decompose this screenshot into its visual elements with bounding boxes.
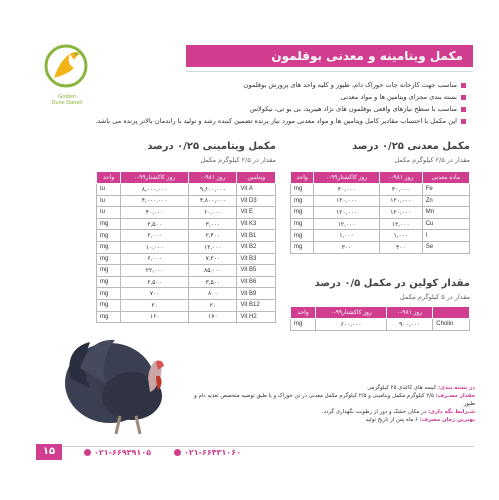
table-row: mg ۱۲۰,۰۰۰ ۱۲۰,۰۰۰ Mn bbox=[291, 207, 470, 219]
table-row: mg ۱۶۰ ۱۷۰ Vit H2 bbox=[97, 311, 276, 323]
title-divider bbox=[186, 71, 473, 72]
vitamin-table bbox=[96, 171, 276, 323]
table-row: Iu ۴۰,۰۰۰ ۶۰,۰۰۰ Vit E bbox=[97, 207, 276, 219]
note-best-use: بهترین زمان مصرف: ۶ ماه پس از تاریخ تولید bbox=[365, 417, 475, 423]
product-notes bbox=[185, 384, 475, 424]
table-row: mg ۱۲,۰۰۰ ۱۲,۰۰۰ Cu bbox=[291, 218, 470, 230]
table-row: mg ۶,۰۰۰ ۷,۲۰۰ Vit B3 bbox=[97, 253, 276, 265]
bullet-square-icon bbox=[461, 119, 466, 124]
turkey-illustration bbox=[60, 328, 180, 438]
table-row: mg ۲,۵۰۰ ۳,۵۰۰ Vit B6 bbox=[97, 276, 276, 288]
page-title: مکمل ویتامینه و معدنی بوقلمون bbox=[186, 45, 473, 67]
note-dosage: مقدار مصـرف: ۲/۵ کیلوگرم مکمل ویتامینی و ۲/۵ کیلوگرم مکمل معدنی در تن خوراک و یا طبق توصیه متخصص تغذیه دام و طیور bbox=[194, 393, 475, 407]
table-row: mg ۶۰۰,۰۰۰ ۹۰۰,۰۰۰ Cholin bbox=[291, 319, 470, 331]
bullet-square-icon bbox=[461, 95, 466, 100]
table-header-row: واحد ۰-۹۹روز کاکشتار ۰-۹۸۱ روز ماده معدنی bbox=[291, 172, 470, 184]
vitamin-subtitle: مقدار در ۲/۵ کیلوگرم مکمل bbox=[200, 156, 276, 164]
note-storage: شـرایط نگه داری: در مکان خشک و دور از رطوبت نگهداری گردد. bbox=[322, 409, 475, 415]
logo-text: Golden Dune Daneh bbox=[51, 94, 83, 106]
table-row: mg ۷۰۰ ۸۰۰ Vit B9 bbox=[97, 288, 276, 300]
table-row: mg ۱۲۰,۰۰۰ ۱۲۰,۰۰۰ Zn bbox=[291, 195, 470, 207]
feature-list bbox=[90, 80, 466, 128]
table-row: mg ۲,۰۰۰ ۲,۴۰۰ Vit B1 bbox=[97, 230, 276, 242]
table-row: Iu ۴,۰۰۰,۰۰۰ ۴,۸۰۰,۰۰۰ Vit D3 bbox=[97, 195, 276, 207]
golden-dune-logo bbox=[40, 40, 92, 98]
table-row: mg ۲,۵۰۰ ۳,۰۰۰ Vit K3 bbox=[97, 218, 276, 230]
table-row: mg ۳۰۰ ۳۰۰ Se bbox=[291, 241, 470, 253]
list-item: این مکمل با احتساب مقادیر کامل ویتامین ها و مواد معدنی مورد نیاز پرنده تضمین کننده رشد و تولید با راندمان بالاتر پرنده می باشد. bbox=[90, 116, 466, 126]
mineral-title: مکمل معدنی ۰/۲۵ درصد bbox=[352, 141, 470, 152]
list-item: بسته بندی مجزای ویتامین ها و مواد معدنی bbox=[90, 92, 466, 102]
mineral-table bbox=[290, 171, 470, 254]
table-row: mg ۱۰,۰۰۰ ۱۲,۰۰۰ Vit B2 bbox=[97, 241, 276, 253]
phone-icon bbox=[84, 449, 91, 456]
table-row: mg ۴۰,۰۰۰ ۴۰,۰۰۰ Fe bbox=[291, 184, 470, 196]
mineral-subtitle: مقدار در ۲/۵ کیلوگرم مکمل bbox=[394, 156, 470, 164]
phone-number-2[interactable]: ۰۲۱-۶۶۴۳۱۰۶۰ bbox=[174, 446, 241, 460]
phone-icon bbox=[174, 449, 181, 456]
vitamin-title: مکمل ویتامینی ۰/۲۵ درصد bbox=[147, 141, 276, 152]
choline-title: مقدار کولین در مکمل ۰/۵ درصد bbox=[314, 278, 470, 289]
note-packaging: در بسته بندی: کیسه های کاغذی ۲۵ کیلوگرمی bbox=[367, 385, 475, 391]
table-row: mg ۱,۰۰۰ ۱,۰۰۰ I bbox=[291, 230, 470, 242]
choline-subtitle: مقدار در ۵ کیلوگرم مکمل bbox=[400, 293, 470, 301]
table-header-row: واحد ۰-۹۹روز کاکشتار ۰-۹۸۱ روز bbox=[291, 307, 470, 319]
bullet-square-icon bbox=[461, 83, 466, 88]
table-row: mg ۲۲,۰۰۰ ۸۵,۰۰۰ Vit B5 bbox=[97, 265, 276, 277]
choline-table bbox=[290, 306, 470, 331]
table-row: Iu ۸,۰۰۰,۰۰۰ ۹,۶۰۰,۰۰۰ Vit A bbox=[97, 184, 276, 196]
page-number: ۱۵ bbox=[36, 444, 62, 460]
list-item: مناسب جهت کارخانه جات خوراک دام، طیور و کلیه واحد های پرورش بوقلمون bbox=[90, 80, 466, 90]
table-header-row: واحد ۰-۹۹روز کاکشتار ۰-۹۸۱ روز ویتامین bbox=[97, 172, 276, 184]
list-item: مناسب با سطح نیازهای واقعی بوقلمون های نژاد هیبرید، بی یو تی، نیکولاس bbox=[90, 104, 466, 114]
phone-number-1[interactable]: ۰۲۱-۶۶۹۳۹۱۰۵ bbox=[84, 446, 151, 460]
table-row: mg ۲۰ ۲۰ Vit B12 bbox=[97, 299, 276, 311]
bullet-square-icon bbox=[461, 107, 466, 112]
